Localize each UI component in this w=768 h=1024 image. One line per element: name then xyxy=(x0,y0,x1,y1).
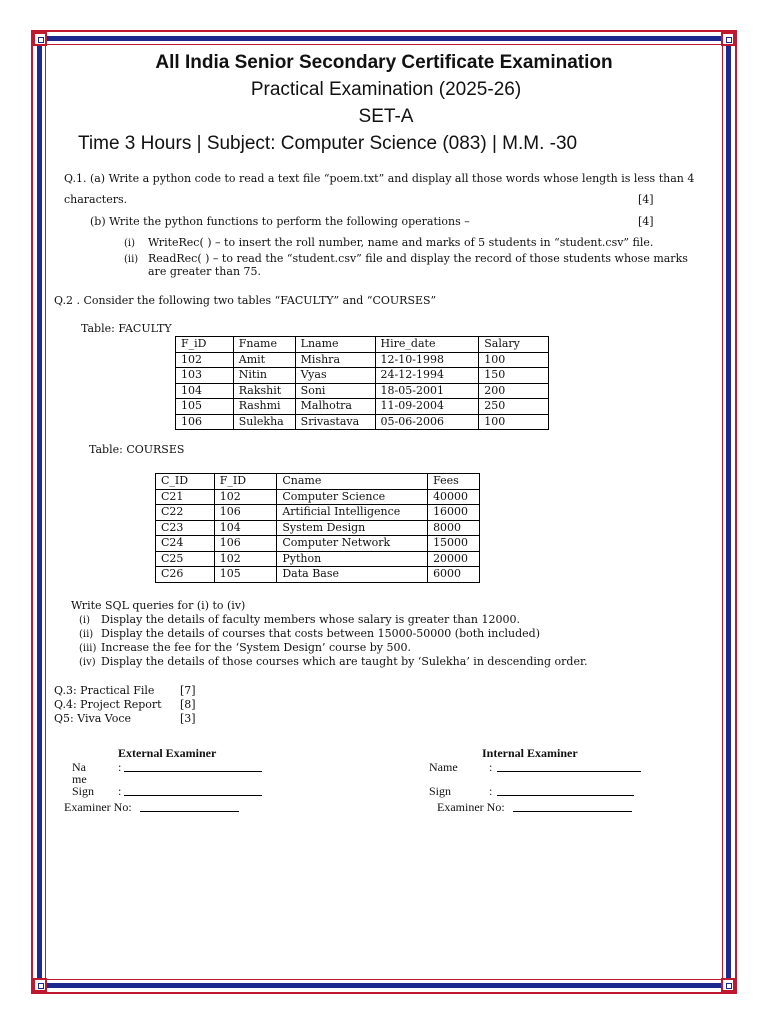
sql-item-num: (iv) xyxy=(79,657,96,668)
sql-item-num: (i) xyxy=(79,615,91,626)
internal-name-label: Name xyxy=(429,760,458,774)
table-cell: Artificial Intelligence xyxy=(277,505,428,521)
table-cell: 24-12-1994 xyxy=(375,368,479,384)
table-cell: C24 xyxy=(156,536,215,552)
table-row xyxy=(156,505,480,521)
internal-examiner-title: Internal Examiner xyxy=(482,746,578,760)
table-cell: 6000 xyxy=(428,567,480,583)
table-row xyxy=(176,368,549,384)
q4-label: Q.4: Project Report xyxy=(54,698,162,711)
table-cell: 11-09-2004 xyxy=(375,399,479,415)
table-cell: 106 xyxy=(214,536,277,552)
table-cell: 250 xyxy=(479,399,549,415)
table-cell: Nitin xyxy=(233,368,295,384)
table-row xyxy=(176,383,549,399)
internal-name-colon: : xyxy=(489,760,493,774)
table-cell: Sulekha xyxy=(233,414,295,430)
table-cell: Rakshit xyxy=(233,383,295,399)
faculty-table xyxy=(175,336,549,430)
courses-table xyxy=(155,473,480,583)
corner-ornament-bottom-left xyxy=(33,978,47,992)
q4-marks: [8] xyxy=(180,698,196,711)
q1-marks-b: [4] xyxy=(638,215,654,228)
table-cell: 102 xyxy=(214,551,277,567)
external-name-colon: : xyxy=(118,760,122,774)
table-header-row xyxy=(156,474,480,490)
external-examiner-no-line xyxy=(140,811,239,812)
sql-item-num: (iii) xyxy=(79,643,97,654)
external-sign-colon: : xyxy=(118,784,122,798)
q1-line2: characters. xyxy=(64,193,128,206)
table-cell: 106 xyxy=(176,414,234,430)
external-examiner-no-label: Examiner No: xyxy=(64,800,132,814)
table-cell: Cname xyxy=(277,474,428,490)
q1-item-num: (i) xyxy=(124,238,136,249)
table-row xyxy=(156,520,480,536)
corner-ornament-bottom-right xyxy=(721,978,735,992)
corner-ornament-top-right xyxy=(721,32,735,46)
table-cell: Rashmi xyxy=(233,399,295,415)
sql-item-text: Display the details of those courses which are taught by ‘Sulekha’ in descending order. xyxy=(101,655,588,668)
faculty-table-caption: Table: FACULTY xyxy=(81,322,172,335)
table-row xyxy=(156,489,480,505)
table-cell: 106 xyxy=(214,505,277,521)
table-cell: Soni xyxy=(295,383,375,399)
sql-item-text: Display the details of courses that costs between 15000-50000 (both included) xyxy=(101,627,541,640)
table-cell: Amit xyxy=(233,352,295,368)
table-cell: Mishra xyxy=(295,352,375,368)
table-row xyxy=(176,414,549,430)
table-cell: Data Base xyxy=(277,567,428,583)
external-examiner-title: External Examiner xyxy=(118,746,217,760)
external-name-line xyxy=(124,771,262,772)
q2-intro: Q.2 . Consider the following two tables “FACULTY” and “COURSES” xyxy=(54,294,437,307)
table-cell: 12-10-1998 xyxy=(375,352,479,368)
q1-item-num: (ii) xyxy=(124,254,139,265)
external-name-label: Na xyxy=(72,760,86,774)
table-cell: Fname xyxy=(233,337,295,353)
q3-label: Q.3: Practical File xyxy=(54,684,155,697)
internal-examiner-no-line xyxy=(513,811,632,812)
table-cell: Lname xyxy=(295,337,375,353)
exam-info: Time 3 Hours | Subject: Computer Science (083) | M.M. -30 xyxy=(78,133,578,154)
exam-subtitle: Practical Examination (2025-26) xyxy=(250,79,522,100)
external-sign-label: Sign xyxy=(72,784,95,798)
sql-intro: Write SQL queries for (i) to (iv) xyxy=(71,599,246,612)
q1-item-text: WriteRec( ) – to insert the roll number, name and marks of 5 students in “student.csv” file. xyxy=(148,236,654,249)
table-cell: C22 xyxy=(156,505,215,521)
table-cell: Computer Science xyxy=(277,489,428,505)
table-header-row xyxy=(176,337,549,353)
table-cell: Computer Network xyxy=(277,536,428,552)
q5-label: Q5: Viva Voce xyxy=(54,712,131,725)
table-cell: Fees xyxy=(428,474,480,490)
table-cell: F_iD xyxy=(176,337,234,353)
internal-sign-colon: : xyxy=(489,784,493,798)
q1-marks-a: [4] xyxy=(638,193,654,206)
table-cell: C23 xyxy=(156,520,215,536)
table-cell: 200 xyxy=(479,383,549,399)
table-cell: Hire_date xyxy=(375,337,479,353)
table-row xyxy=(156,551,480,567)
table-cell: 105 xyxy=(176,399,234,415)
courses-table-caption: Table: COURSES xyxy=(89,443,185,456)
table-cell: 18-05-2001 xyxy=(375,383,479,399)
corner-ornament-top-left xyxy=(33,32,47,46)
table-cell: 05-06-2006 xyxy=(375,414,479,430)
table-cell: 104 xyxy=(176,383,234,399)
q1-item-text-cont: are greater than 75. xyxy=(148,265,262,278)
table-row xyxy=(176,399,549,415)
exam-set: SET-A xyxy=(358,106,414,127)
table-cell: 8000 xyxy=(428,520,480,536)
q1-line1: Q.1. (a) Write a python code to read a text file “poem.txt” and display all those words whose length is less than 4 xyxy=(64,172,695,185)
table-cell: 16000 xyxy=(428,505,480,521)
internal-name-line xyxy=(497,771,641,772)
q3-marks: [7] xyxy=(180,684,196,697)
table-cell: Python xyxy=(277,551,428,567)
table-cell: F_ID xyxy=(214,474,277,490)
table-cell: Srivastava xyxy=(295,414,375,430)
table-row xyxy=(156,536,480,552)
external-name-label-cont: me xyxy=(72,772,87,786)
sql-item-num: (ii) xyxy=(79,629,94,640)
table-cell: 102 xyxy=(176,352,234,368)
table-cell: System Design xyxy=(277,520,428,536)
table-cell: 15000 xyxy=(428,536,480,552)
table-cell: 103 xyxy=(176,368,234,384)
q1-part-b: (b) Write the python functions to perform the following operations – xyxy=(90,215,470,228)
external-sign-line xyxy=(124,795,262,796)
table-cell: C25 xyxy=(156,551,215,567)
q1-item-text: ReadRec( ) – to read the “student.csv” file and display the record of those students whose marks xyxy=(148,252,688,265)
table-cell: Vyas xyxy=(295,368,375,384)
table-cell: Malhotra xyxy=(295,399,375,415)
sql-item-text: Display the details of faculty members whose salary is greater than 12000. xyxy=(101,613,520,626)
table-cell: 20000 xyxy=(428,551,480,567)
table-row xyxy=(176,352,549,368)
table-row xyxy=(156,567,480,583)
table-cell: C_ID xyxy=(156,474,215,490)
table-cell: C21 xyxy=(156,489,215,505)
internal-sign-line xyxy=(497,795,634,796)
table-cell: Salary xyxy=(479,337,549,353)
table-cell: C26 xyxy=(156,567,215,583)
table-cell: 104 xyxy=(214,520,277,536)
table-cell: 105 xyxy=(214,567,277,583)
table-cell: 40000 xyxy=(428,489,480,505)
exam-title: All India Senior Secondary Certificate Examination xyxy=(155,52,613,73)
q5-marks: [3] xyxy=(180,712,196,725)
table-cell: 100 xyxy=(479,414,549,430)
table-cell: 100 xyxy=(479,352,549,368)
internal-examiner-no-label: Examiner No: xyxy=(437,800,505,814)
internal-sign-label: Sign xyxy=(429,784,452,798)
table-cell: 150 xyxy=(479,368,549,384)
table-cell: 102 xyxy=(214,489,277,505)
sql-item-text: Increase the fee for the ‘System Design’ course by 500. xyxy=(101,641,412,654)
